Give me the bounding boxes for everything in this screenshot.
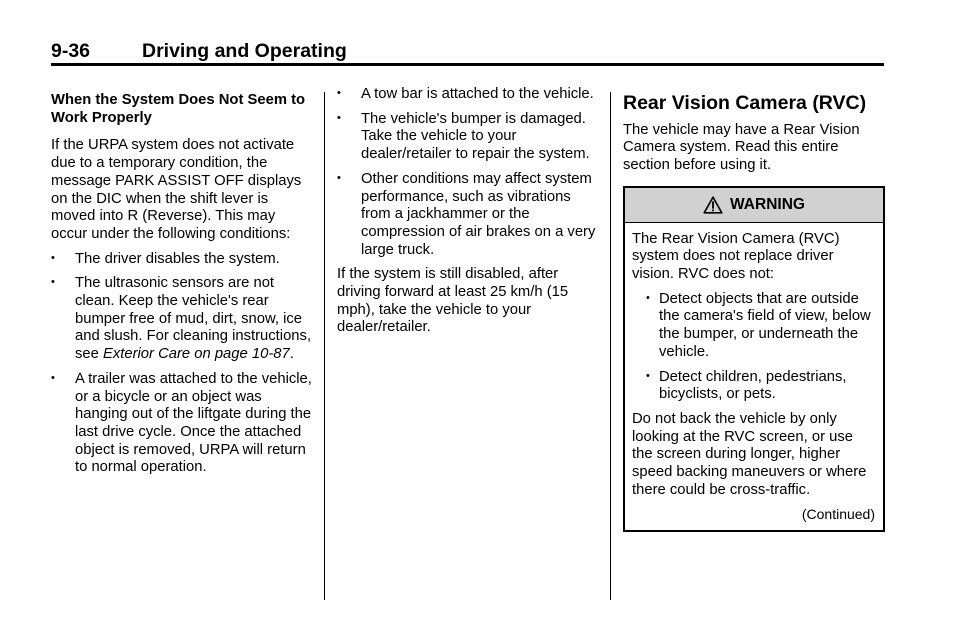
bullet-icon: • — [337, 87, 341, 99]
column-2 — [337, 86, 601, 344]
list-item: • The driver disables the system. — [51, 250, 280, 267]
list-item: • The vehicle's bumper is damaged. Take the vehicle to your dealer/retailer to repair the system. — [337, 110, 590, 163]
column-3 — [623, 92, 885, 532]
warning-header — [625, 188, 883, 223]
bullet-icon: • — [51, 251, 55, 264]
list-item: • The ultrasonic sensors are not clean. Keep the vehicle's rear bumper free of mud, dirt, snow, ice and slush. For cleaning instructions, see Exterior Care on page 10-87. — [51, 275, 312, 363]
closing-paragraph: If the system is still disabled, after driving forward at least 25 km/h (15 mph), take the vehicle to your dealer/retailer. — [337, 266, 569, 336]
warning-intro: The Rear Vision Camera (RVC) system does not replace driver vision. RVC does not: — [632, 230, 840, 283]
warning-list — [632, 291, 875, 404]
column-divider-1 — [324, 92, 325, 600]
warning-triangle-icon — [703, 196, 723, 214]
list-item: • A tow bar is attached to the vehicle. — [337, 86, 594, 102]
conditions-list — [51, 251, 313, 477]
bullet-icon: • — [337, 111, 341, 124]
list-item: • Detect children, pedestrians, bicyclists, or pets. — [646, 368, 847, 403]
subheading: When the System Does Not Seem to Work Properly — [51, 92, 306, 126]
page-header — [51, 38, 884, 66]
intro-paragraph: If the URPA system does not activate due to a temporary condition, the message PARK ASSIST OFF displays on the DIC when the shift lever is moved into R (Reverse). This may occur under the following conditions: — [51, 137, 302, 242]
cross-reference-link[interactable]: Exterior Care on page 10-87 — [102, 346, 290, 363]
chapter-title: Driving and Operating — [142, 40, 347, 62]
page-number: 9-36 — [51, 40, 91, 62]
bullet-icon: • — [51, 371, 55, 384]
warning-body — [625, 223, 883, 531]
bullet-icon: • — [646, 369, 650, 382]
list-item: • Other conditions may affect system performance, such as vibrations from a jackhammer or the compression of air brakes on a very large truck. — [337, 170, 596, 258]
warning-text: Do not back the vehicle by only looking at the RVC screen, or use the screen during longer, higher speed backing maneuvers or where there could be cross-traffic. — [632, 410, 867, 498]
list-item: • A trailer was attached to the vehicle, or a bicycle or an object was hanging out of the liftgate during the last drive cycle. Once the attached object is removed, URPA will return to normal operation. — [51, 370, 312, 476]
bullet-icon: • — [646, 291, 650, 304]
column-1 — [51, 92, 313, 484]
section-title: Rear Vision Camera (RVC) — [623, 92, 867, 114]
bullet-icon: • — [337, 171, 341, 184]
section-intro: The vehicle may have a Rear Vision Camera system. Read this entire section before using it. — [623, 121, 860, 173]
continued-note: (Continued) — [801, 506, 875, 523]
column-divider-2 — [610, 92, 611, 600]
conditions-list-continued — [337, 86, 601, 259]
bullet-icon: • — [51, 276, 55, 289]
warning-label: WARNING — [730, 195, 805, 213]
list-item: • Detect objects that are outside the camera's field of view, below the bumper, or underneath the vehicle. — [646, 290, 871, 360]
warning-box — [623, 186, 885, 533]
